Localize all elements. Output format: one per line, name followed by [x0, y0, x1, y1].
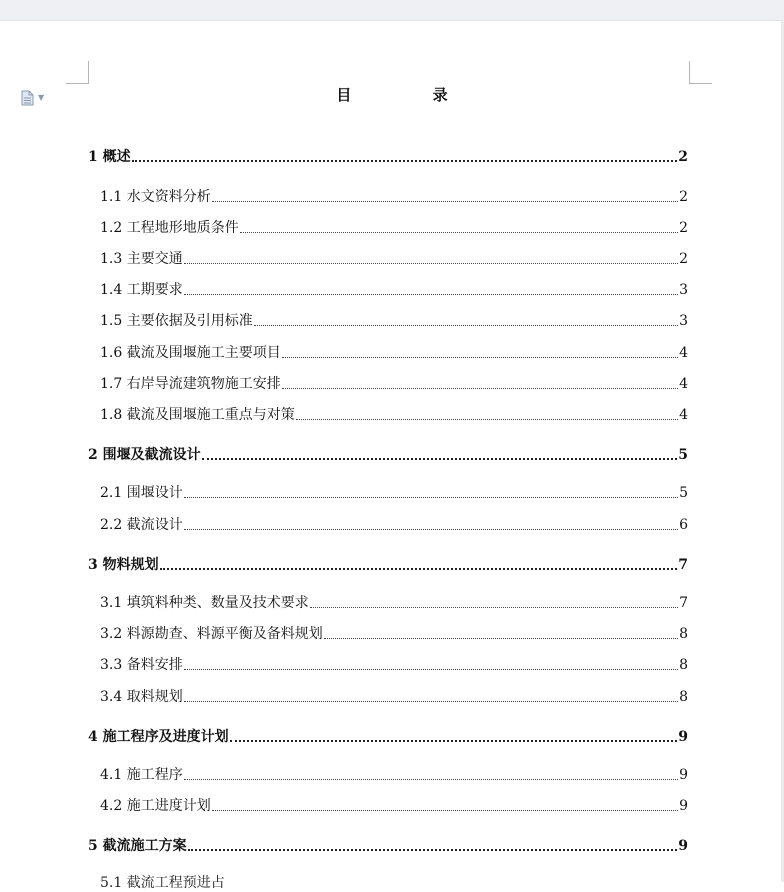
toc-entry-label: 5.1 截流工程预进占: [100, 875, 225, 891]
toc-entry-label: 2 围堰及截流设计: [88, 447, 201, 463]
toc-entry-1-6[interactable]: [100, 344, 688, 362]
toc-entry-label: 3.3 备料安排: [100, 657, 183, 673]
toc-entry-label: 1.5 主要依据及引用标准: [100, 313, 253, 329]
toc-leader: [132, 160, 678, 162]
toc-entry-label: 1 概述: [88, 149, 131, 165]
toc-leader: [282, 357, 678, 358]
toc-entry-label: 4 施工程序及进度计划: [88, 729, 229, 745]
toc-page-number: 3: [679, 282, 688, 298]
toc-leader: [296, 419, 678, 420]
toc-entry-label: 2.2 截流设计: [100, 517, 183, 533]
toc-leader: [230, 740, 678, 742]
toc-page-number: 5: [678, 447, 688, 463]
toc-page-number: 7: [679, 595, 688, 611]
toc-leader: [324, 638, 678, 639]
toc-entry-1-4[interactable]: [100, 281, 688, 299]
toc-leader: [212, 201, 678, 202]
toc-entry-1-3[interactable]: [100, 250, 688, 268]
toc-entry-1-2[interactable]: [100, 219, 688, 237]
toc-page-number: 8: [679, 626, 688, 642]
toc-entry-1-7[interactable]: [100, 375, 688, 393]
toc-entry-1-1[interactable]: [100, 188, 688, 206]
toc-entry-3-4[interactable]: [100, 688, 688, 706]
toc-entry-4[interactable]: [88, 728, 688, 746]
toc-entry-1-8[interactable]: [100, 406, 688, 424]
toc-page-number: 2: [679, 189, 688, 205]
toc-entry-label: 1.3 主要交通: [100, 251, 183, 267]
toc-leader: [310, 607, 678, 608]
viewer-top-bar: [0, 0, 784, 21]
toc-leader: [240, 232, 678, 233]
toc-entry-1[interactable]: [88, 148, 688, 166]
toc-entry-2-2[interactable]: [100, 516, 688, 534]
toc-leader: [188, 849, 678, 851]
toc-entry-label: 1.4 工期要求: [100, 282, 183, 298]
toc-entry-3-1[interactable]: [100, 594, 688, 612]
toc-leader: [184, 294, 678, 295]
toc-leader: [184, 701, 678, 702]
toc-page-number: 6: [679, 517, 688, 533]
toc-page-number: 9: [679, 767, 688, 783]
toc-entry-label: 3.1 填筑料种类、数量及技术要求: [100, 595, 309, 611]
toc-title: 目 录: [336, 86, 486, 104]
toc-page-number: 3: [679, 313, 688, 329]
toc-entry-4-2[interactable]: [100, 797, 688, 815]
toc-page-number: 2: [679, 251, 688, 267]
toc-page-number: 9: [678, 729, 688, 745]
toc-page-number: 9: [679, 798, 688, 814]
toc-entry-label: 1.2 工程地形地质条件: [100, 220, 239, 236]
toc-entry-3-2[interactable]: [100, 625, 688, 643]
toc-page-number: 9: [678, 838, 688, 854]
chevron-down-icon[interactable]: ▼: [38, 93, 45, 102]
toc-leader: [184, 529, 678, 530]
toc-entry-label: 3.4 取料规划: [100, 689, 183, 705]
toc-entry-3-3[interactable]: [100, 656, 688, 674]
toc-entry-label: 1.8 截流及围堰施工重点与对策: [100, 407, 295, 423]
toc-leader: [212, 810, 678, 811]
toc-entry-5[interactable]: [88, 837, 688, 855]
toc-entry-label: 1.6 截流及围堰施工主要项目: [100, 345, 281, 361]
margin-corner-top-right: [689, 61, 712, 84]
toc-leader: [184, 669, 678, 670]
toc-entry-label: 5 截流施工方案: [88, 838, 187, 854]
toc-entry-1-5[interactable]: [100, 312, 688, 330]
toc-page-number: 2: [679, 220, 688, 236]
toc-entry-label: 3 物料规划: [88, 557, 159, 573]
toc-page-number: 8: [679, 689, 688, 705]
toc-entry-label: 4.1 施工程序: [100, 767, 183, 783]
toc-page-number: 7: [678, 557, 688, 573]
margin-corner-top-left: [66, 61, 89, 84]
toc-leader: [254, 325, 678, 326]
toc-leader: [160, 568, 678, 570]
toc-leader: [202, 458, 678, 460]
toc-leader: [184, 263, 678, 264]
toc-page-number: 8: [679, 657, 688, 673]
toc-page-number: 5: [679, 485, 688, 501]
toc-entry-3[interactable]: [88, 556, 688, 574]
toc-entry-label: 2.1 围堰设计: [100, 485, 183, 501]
toc-entry-2[interactable]: [88, 446, 688, 464]
toc-entry-label: 3.2 料源勘查、料源平衡及备料规划: [100, 626, 323, 642]
toc-entry-label: 1.1 水文资料分析: [100, 189, 211, 205]
toc-leader: [184, 779, 678, 780]
toc-leader: [184, 497, 678, 498]
toc-page-number: 4: [679, 407, 688, 423]
toc-entry-2-1[interactable]: [100, 484, 688, 502]
toc-page-number: 4: [679, 345, 688, 361]
toc-entry-5-1-partial[interactable]: [100, 872, 300, 891]
toc-page-number: 4: [679, 376, 688, 392]
toc-page-number: 2: [678, 149, 688, 165]
toc-leader: [282, 388, 678, 389]
toc-entry-label: 1.7 右岸导流建筑物施工安排: [100, 376, 281, 392]
toc-entry-label: 4.2 施工进度计划: [100, 798, 211, 814]
toc-entry-4-1[interactable]: [100, 766, 688, 784]
